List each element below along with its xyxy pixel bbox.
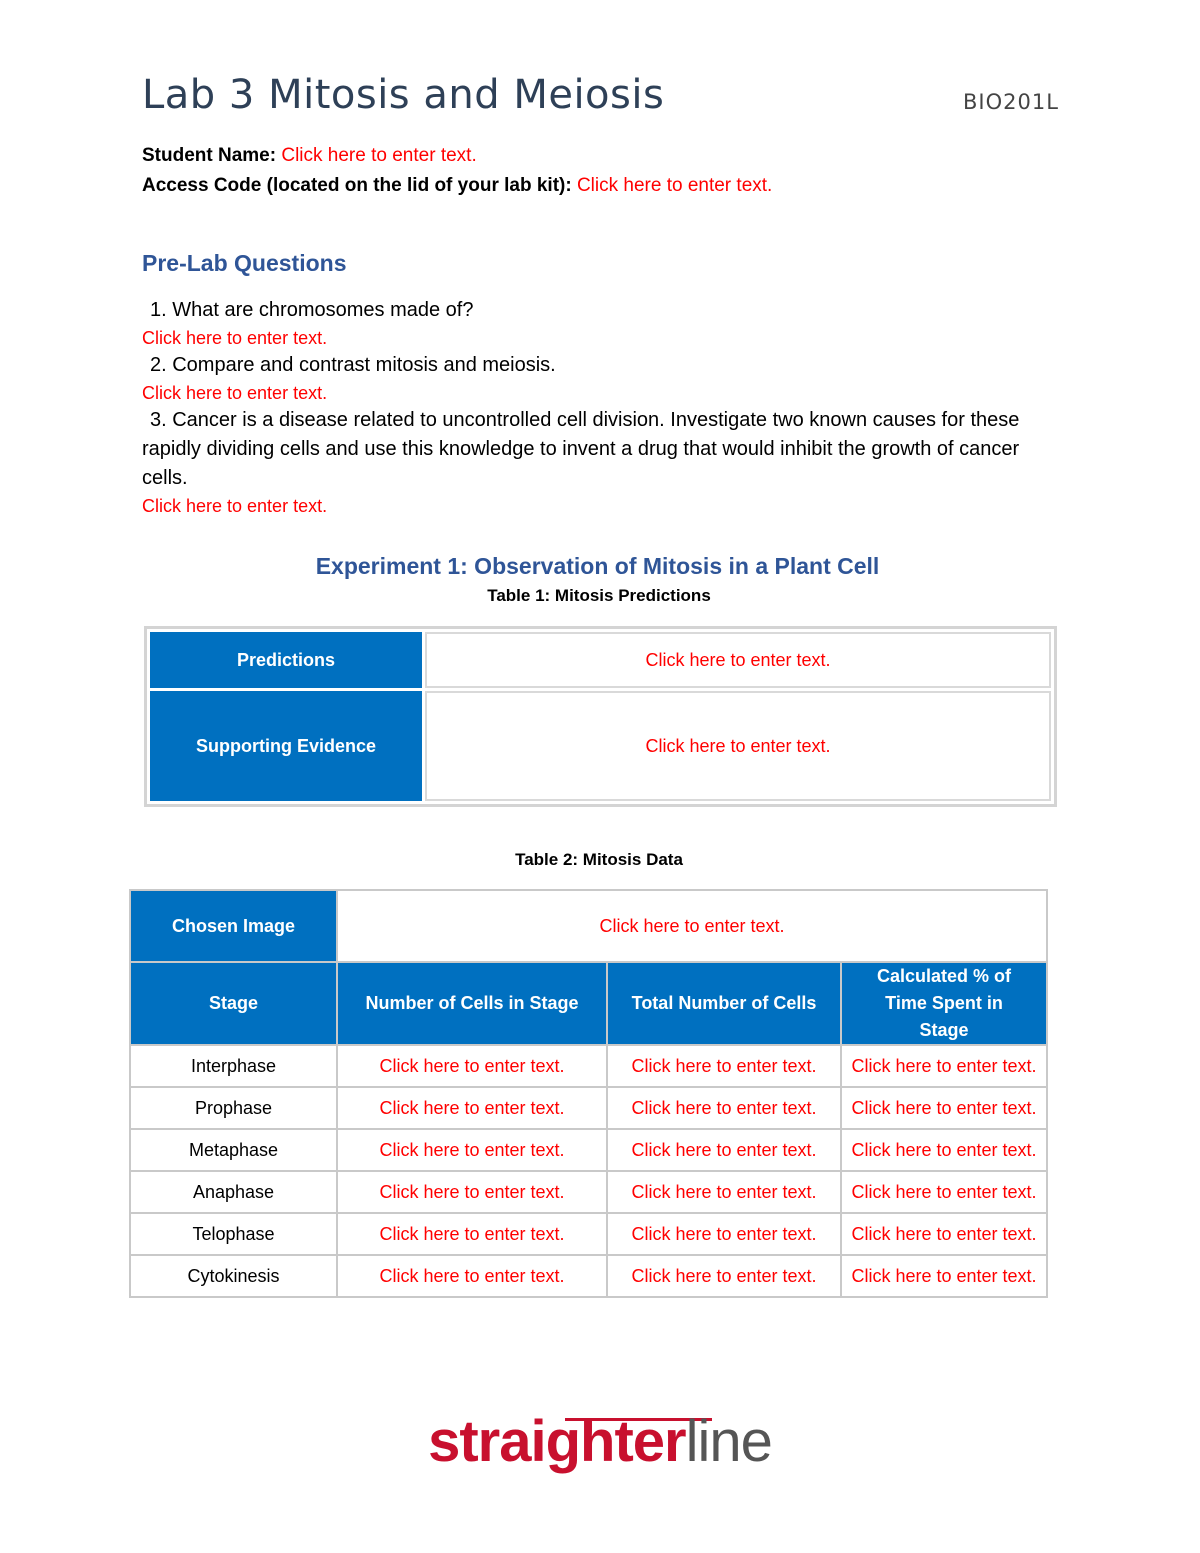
column-header: Total Number of Cells <box>607 962 841 1045</box>
chosen-image-field[interactable]: Click here to enter text. <box>337 890 1047 962</box>
experiment-heading: Experiment 1: Observation of Mitosis in a Plant Cell <box>315 553 880 579</box>
prelab-question-3: 3. Cancer is a disease related to uncontrolled cell division. Investigate two known causes for these rapidly dividing cells and use this knowledge to invent a drug that would inhibit the growth of cancer cells. <box>142 409 1020 489</box>
table-row <box>130 1045 1047 1087</box>
access-code-row <box>142 172 772 200</box>
predictions-field[interactable]: Click here to enter text. <box>425 632 1051 688</box>
supporting-evidence-header: Supporting Evidence <box>150 691 422 801</box>
prelab-question-1: 1. What are chromosomes made of? <box>150 299 474 321</box>
cells-in-stage-field[interactable]: Click here to enter text. <box>337 1171 607 1213</box>
student-name-row <box>142 142 477 170</box>
prelab-answer-1[interactable]: Click here to enter text. <box>142 328 328 348</box>
total-cells-field[interactable]: Click here to enter text. <box>607 1087 841 1129</box>
logo-text-secondary: line <box>685 1409 772 1474</box>
prelab-answer-3[interactable]: Click here to enter text. <box>142 496 328 516</box>
prelab-answer-2[interactable]: Click here to enter text. <box>142 383 328 403</box>
table-row <box>130 1171 1047 1213</box>
cells-in-stage-field[interactable]: Click here to enter text. <box>337 1129 607 1171</box>
total-cells-field[interactable]: Click here to enter text. <box>607 1213 841 1255</box>
cells-in-stage-field[interactable]: Click here to enter text. <box>337 1213 607 1255</box>
stage-cell: Telophase <box>130 1213 337 1255</box>
student-name-label: Student Name: <box>142 145 277 166</box>
table-row <box>150 632 1051 688</box>
chosen-image-header: Chosen Image <box>130 890 337 962</box>
percent-time-field[interactable]: Click here to enter text. <box>841 1255 1047 1297</box>
cells-in-stage-field[interactable]: Click here to enter text. <box>337 1087 607 1129</box>
column-header: Number of Cells in Stage <box>337 962 607 1045</box>
table-row <box>130 1255 1047 1297</box>
stage-cell: Interphase <box>130 1045 337 1087</box>
percent-time-field[interactable]: Click here to enter text. <box>841 1129 1047 1171</box>
column-header: Stage <box>130 962 337 1045</box>
total-cells-field[interactable]: Click here to enter text. <box>607 1045 841 1087</box>
straighterline-logo <box>0 1408 1200 1475</box>
cells-in-stage-field[interactable]: Click here to enter text. <box>337 1045 607 1087</box>
course-code: BIO201L <box>963 90 1059 114</box>
access-code-field[interactable]: Click here to enter text. <box>576 175 773 196</box>
table2-caption: Table 2: Mitosis Data <box>515 850 683 869</box>
percent-time-field[interactable]: Click here to enter text. <box>841 1171 1047 1213</box>
table-row <box>130 1087 1047 1129</box>
stage-cell: Prophase <box>130 1087 337 1129</box>
stage-cell: Anaphase <box>130 1171 337 1213</box>
access-code-label: Access Code (located on the lid of your lab kit): <box>142 175 572 196</box>
total-cells-field[interactable]: Click here to enter text. <box>607 1255 841 1297</box>
prelab-question-2: 2. Compare and contrast mitosis and meiosis. <box>150 354 556 376</box>
column-header: Calculated % of Time Spent in Stage <box>841 962 1047 1045</box>
stage-cell: Metaphase <box>130 1129 337 1171</box>
prelab-heading: Pre-Lab Questions <box>142 250 347 276</box>
document-title: Lab 3 Mitosis and Meiosis <box>142 72 665 118</box>
predictions-table <box>144 626 1057 807</box>
student-name-field[interactable]: Click here to enter text. <box>281 145 477 166</box>
mitosis-data-table <box>129 889 1048 1298</box>
total-cells-field[interactable]: Click here to enter text. <box>607 1171 841 1213</box>
table-row <box>130 1213 1047 1255</box>
table-row <box>130 1129 1047 1171</box>
predictions-header: Predictions <box>150 632 422 688</box>
percent-time-field[interactable]: Click here to enter text. <box>841 1213 1047 1255</box>
percent-time-field[interactable]: Click here to enter text. <box>841 1045 1047 1087</box>
table1-caption: Table 1: Mitosis Predictions <box>487 586 711 605</box>
percent-time-field[interactable]: Click here to enter text. <box>841 1087 1047 1129</box>
total-cells-field[interactable]: Click here to enter text. <box>607 1129 841 1171</box>
table-row <box>130 890 1047 962</box>
logo-text-primary: straighter <box>428 1409 686 1474</box>
stage-cell: Cytokinesis <box>130 1255 337 1297</box>
table-row <box>150 691 1051 801</box>
cells-in-stage-field[interactable]: Click here to enter text. <box>337 1255 607 1297</box>
table-row <box>130 962 1047 1045</box>
supporting-evidence-field[interactable]: Click here to enter text. <box>425 691 1051 801</box>
